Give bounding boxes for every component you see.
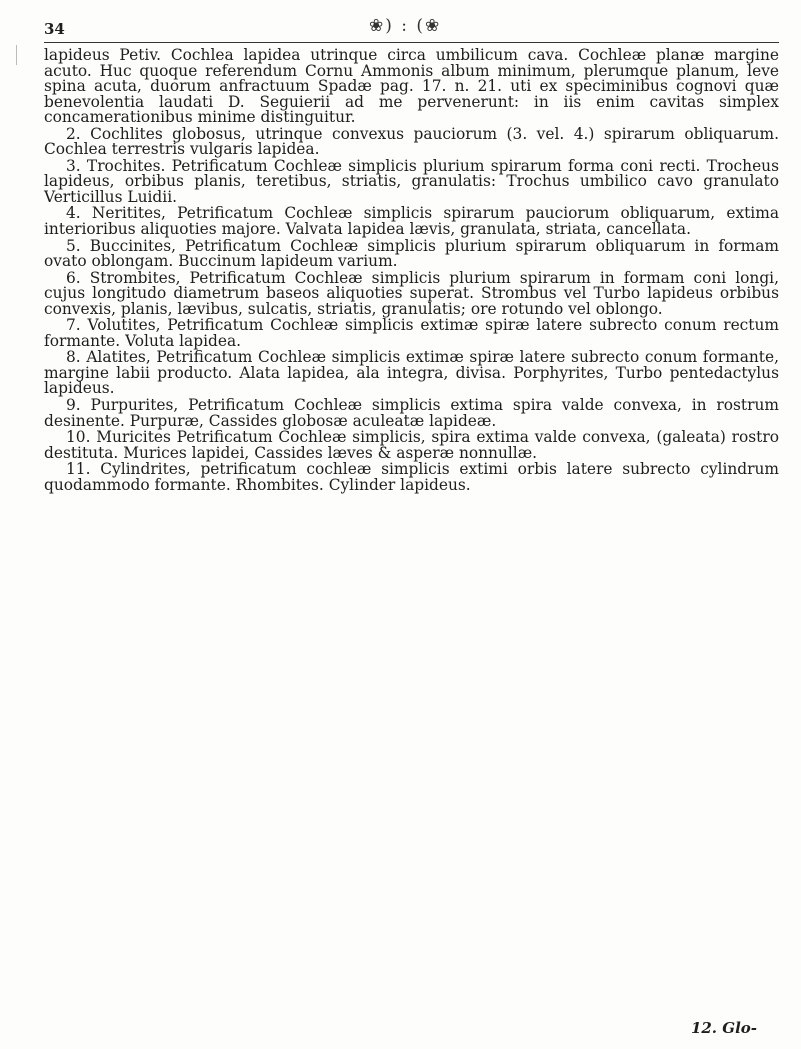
header-rule xyxy=(44,42,779,43)
paragraph-purpurites: 9. Purpurites, Petrificatum Cochleæ simplicis extima spira valde convexa, in rostrum desinente. Purpuræ, Cassides globosæ aculeatæ lapideæ. xyxy=(44,396,779,430)
body-text xyxy=(44,48,779,493)
catchword: 12. Glo- xyxy=(690,1019,757,1037)
paragraph-cochlites: 2. Cochlites globosus, utrinque convexus pauciorum (3. vel. 4.) spirarum obliquarum. Cochlea terrestris vulgaris lapidea. xyxy=(44,124,779,159)
paragraph-muricites: 10. Muricites Petrificatum Cochleæ simplicis, spira extima valde convexa, (galeata) rostro destituta. Murices lapidei, Cassides læves & asperæ nonnullæ. xyxy=(44,428,779,462)
paragraph-strombites: 6. Strombites, Petrificatum Cochleæ simplicis plurium spirarum in formam coni longi, cujus longitudo diametrum baseos aliquoties superat. Strombus vel Turbo lapideus orbibus convexis, planis, lævibus, sulcatis, striatis, granulatis; ore rotundo vel oblongo. xyxy=(44,268,779,318)
margin-shadow xyxy=(2,45,17,65)
page-number: 34 xyxy=(44,20,65,38)
paragraph-volutites: 7. Volutites, Petrificatum Cochleæ simplicis extimæ spiræ latere subrecto conum rectum formante. Voluta lapidea. xyxy=(44,316,779,350)
paragraph-cylindrites: 11. Cylindrites, petrificatum cochleæ simplicis extimi orbis latere subrecto cylindrum quodammodo formante. Rhombites. Cylinder lapideus. xyxy=(44,460,779,494)
paragraph-intro: lapideus Petiv. Cochlea lapidea utrinque circa umbilicum cava. Cochleæ planæ margine acuto. Huc quoque referendum Cornu Ammonis album minimum, plerumque planum, leve spina acuta, duorum anfractuum Spadæ pag. 17. n. 21. uti ex speciminibus cognovi quæ benevolentia laudati D. Seguierii ad me pervenerunt: in iis enim cavitas simplex concamerationibus minime distinguitur. xyxy=(44,46,779,127)
paragraph-buccinites: 5. Buccinites, Petrificatum Cochleæ simplicis plurium spirarum obliquarum in formam ovato oblongam. Buccinum lapideum varium. xyxy=(44,236,779,271)
header-ornament: ❀) : (❀ xyxy=(369,16,442,36)
paragraph-alatites: 8. Alatites, Petrificatum Cochleæ simplicis extimæ spiræ latere subrecto conum formante, margine labii producto. Alata lapidea, ala integra, divisa. Porphyrites, Turbo pentedactylus lapideus. xyxy=(44,348,779,398)
paragraph-trochites: 3. Trochites. Petrificatum Cochleæ simplicis plurium spirarum forma coni recti. Trocheus lapideus, orbibus planis, teretibus, striatis, granulatis: Trochus umbilico cavo granulato Verticillus Luidii. xyxy=(44,156,779,206)
paragraph-neritites: 4. Neritites, Petrificatum Cochleæ simplicis spirarum pauciorum obliquarum, extima interioribus aliquoties majore. Valvata lapidea lævis, granulata, striata, cancellata. xyxy=(44,204,779,239)
page-header xyxy=(44,8,779,44)
